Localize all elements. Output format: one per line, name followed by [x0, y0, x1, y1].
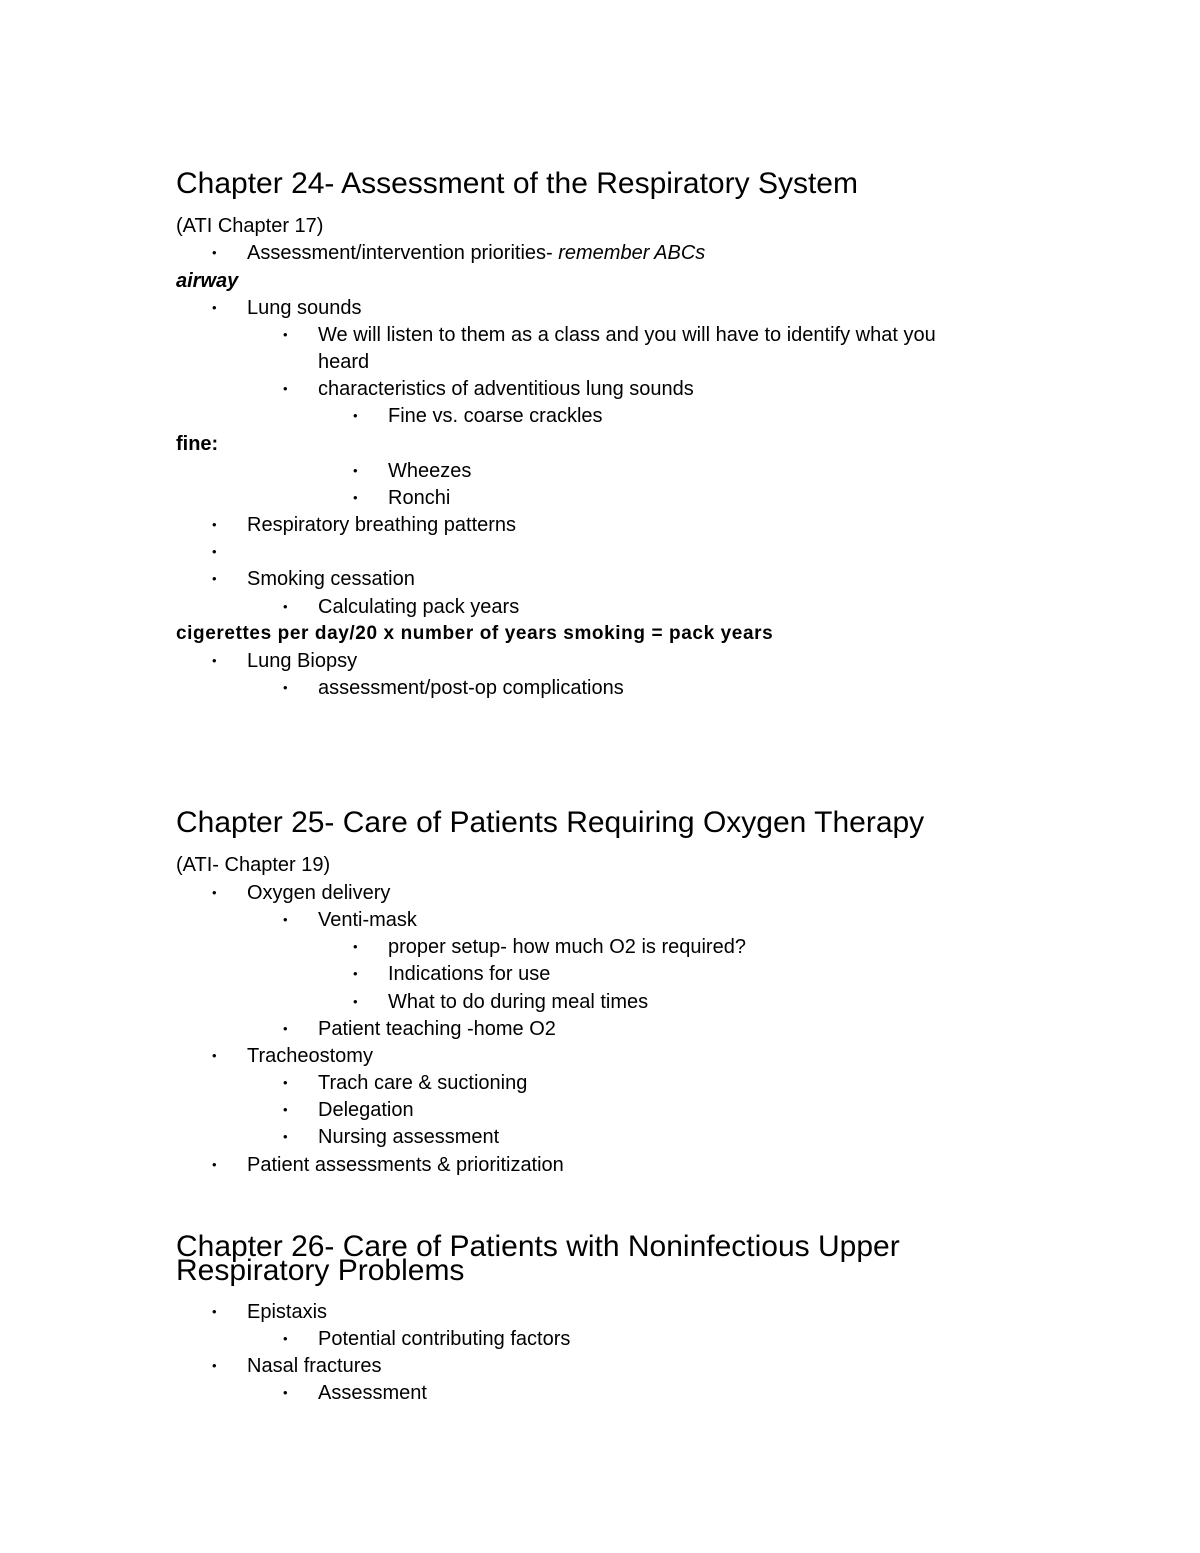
bullet-icon: • [353, 994, 358, 1009]
priorities-text: Assessment/intervention priorities- [247, 242, 559, 264]
bullet-icon: • [212, 1157, 217, 1172]
bullet-icon: • [212, 300, 217, 315]
list-item-oxygen-delivery: Oxygen delivery [247, 882, 391, 904]
airway-label: airway [176, 270, 239, 292]
bullet-icon: • [212, 1304, 217, 1319]
chapter-25-ati-reference: (ATI- Chapter 19) [176, 854, 331, 876]
list-item-priorities [247, 241, 705, 265]
bullet-icon: • [212, 517, 217, 532]
bullet-icon: • [212, 885, 217, 900]
chapter-24-title: Chapter 24- Assessment of the Respiratory System [176, 167, 858, 200]
bullet-icon: • [283, 1331, 288, 1346]
bullet-icon: • [212, 1358, 217, 1373]
list-item-listen-line-2: heard [318, 351, 370, 373]
list-item-nursing-assessment: Nursing assessment [318, 1126, 500, 1148]
list-item-trach-care: Trach care & suctioning [318, 1072, 528, 1094]
bullet-icon: • [283, 381, 288, 396]
list-item-breathing-patterns: Respiratory breathing patterns [247, 514, 517, 536]
bullet-icon: • [353, 490, 358, 505]
chapter-26-title-line-2: Respiratory Problems [176, 1254, 465, 1287]
list-item-pack-years: Calculating pack years [318, 596, 520, 618]
list-item-epistaxis: Epistaxis [247, 1301, 328, 1323]
bullet-icon: • [283, 1075, 288, 1090]
list-item-lung-biopsy: Lung Biopsy [247, 650, 358, 672]
bullet-icon: • [353, 463, 358, 478]
list-item-ronchi: Ronchi [388, 487, 451, 509]
list-item-crackles: Fine vs. coarse crackles [388, 405, 603, 427]
bullet-icon: • [283, 1129, 288, 1144]
priorities-emphasis: remember ABCs [558, 242, 706, 264]
list-item-nasal-fractures: Nasal fractures [247, 1355, 382, 1377]
bullet-icon: • [212, 544, 217, 559]
list-item-characteristics: characteristics of adventitious lung sounds [318, 378, 694, 400]
list-item-complications: assessment/post-op complications [318, 677, 624, 699]
bullet-icon: • [353, 939, 358, 954]
list-item-contributing-factors: Potential contributing factors [318, 1328, 571, 1350]
list-item-venti-mask: Venti-mask [318, 909, 417, 931]
list-item-patient-teaching: Patient teaching -home O2 [318, 1018, 556, 1040]
list-item-indications: Indications for use [388, 963, 551, 985]
bullet-icon: • [212, 653, 217, 668]
bullet-icon: • [212, 1048, 217, 1063]
bullet-icon: • [353, 966, 358, 981]
chapter-24-ati-reference: (ATI Chapter 17) [176, 215, 324, 237]
list-item-meal-times: What to do during meal times [388, 991, 649, 1013]
list-item-listen-line-1: We will listen to them as a class and you will have to identify what you [318, 324, 936, 346]
chapter-25-title: Chapter 25- Care of Patients Requiring Oxygen Therapy [176, 806, 925, 839]
bullet-icon: • [283, 599, 288, 614]
list-item-wheezes: Wheezes [388, 460, 472, 482]
bullet-icon: • [212, 245, 217, 260]
bullet-icon: • [283, 680, 288, 695]
bullet-icon: • [283, 327, 288, 342]
list-item-patient-assessments: Patient assessments & prioritization [247, 1154, 564, 1176]
list-item-proper-setup: proper setup- how much O2 is required? [388, 936, 746, 958]
bullet-icon: • [283, 1021, 288, 1036]
fine-label: fine: [176, 433, 219, 455]
pack-years-formula: cigerettes per day/20 x number of years smoking = pack years [176, 623, 774, 644]
list-item-smoking-cessation: Smoking cessation [247, 568, 415, 590]
list-item-lung-sounds: Lung sounds [247, 297, 362, 319]
list-item-tracheostomy: Tracheostomy [247, 1045, 373, 1067]
bullet-icon: • [283, 1102, 288, 1117]
bullet-icon: • [283, 912, 288, 927]
list-item-delegation: Delegation [318, 1099, 414, 1121]
bullet-icon: • [353, 408, 358, 423]
chapter-26-title-line-1: Chapter 26- Care of Patients with Noninfectious Upper [176, 1230, 900, 1263]
bullet-icon: • [283, 1385, 288, 1400]
bullet-icon: • [212, 571, 217, 586]
list-item-assessment: Assessment [318, 1382, 427, 1404]
